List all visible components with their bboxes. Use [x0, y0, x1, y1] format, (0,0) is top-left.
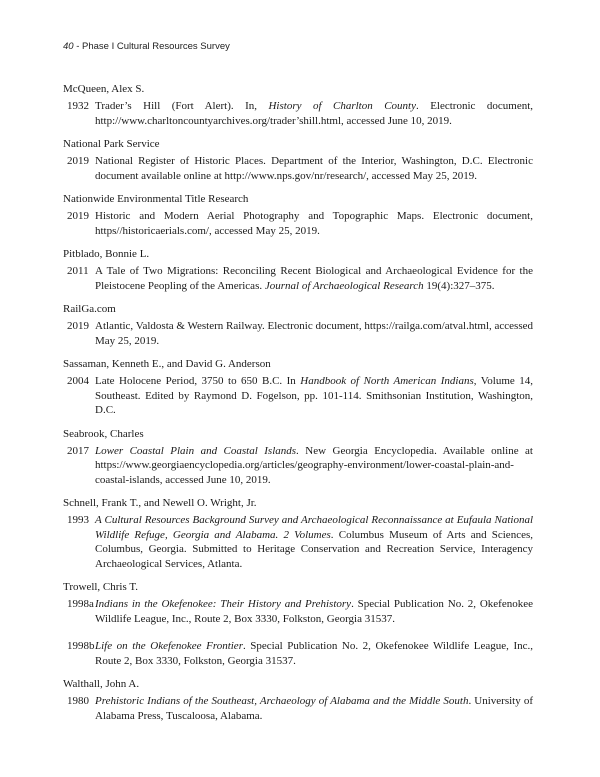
- reference-item: [63, 154, 533, 183]
- citation-text: . Electronic document, http://www.charltoncountyarchives.org/trader’shill.html, accessed June 10, 2019.: [95, 100, 534, 127]
- reference-citation: [95, 639, 533, 668]
- bibliography-entry: [63, 427, 533, 488]
- reference-citation: [95, 694, 533, 723]
- reference-citation: [95, 209, 533, 238]
- bibliography-entry: [63, 496, 533, 571]
- citation-title: History of Charlton County: [268, 100, 416, 112]
- running-header: [63, 41, 230, 52]
- reference-year: 1998a: [67, 598, 94, 610]
- header-separator: -: [73, 41, 83, 52]
- bibliography-list: [63, 82, 533, 732]
- entry-author: Trowell, Chris T.: [63, 581, 138, 593]
- citation-title: Journal of Archaeological Research: [264, 279, 424, 292]
- citation-title: Handbook of North American Indians: [300, 375, 474, 387]
- reference-item: [63, 639, 533, 668]
- entry-author: Seabrook, Charles: [63, 427, 144, 440]
- citation-text: Late Holocene Period, 3750 to 650 B.C. In: [95, 375, 301, 387]
- citation-text: , Volume 14, Southeast. Edited by Raymond D. Fogelson, pp. 101-114. Smithsonian Institution, Washington, D.C.: [95, 375, 533, 416]
- reference-citation: [95, 99, 533, 128]
- reference-item: [63, 374, 533, 418]
- reference-year: 1998b: [67, 640, 95, 652]
- reference-year: 2004: [67, 375, 89, 387]
- reference-citation: [95, 597, 533, 626]
- reference-item: [63, 264, 533, 293]
- citation-title: Life on the Okefenokee Frontier: [95, 640, 243, 652]
- reference-item: [63, 209, 533, 238]
- citation-text: Atlantic, Valdosta & Western Railway. Electronic document, https://railga.com/atval.html, accessed May 25, 2019.: [95, 320, 533, 347]
- reference-year: 1980: [67, 695, 89, 707]
- reference-year: 2017: [67, 444, 89, 457]
- bibliography-entry: [63, 677, 533, 723]
- page-number: 40: [63, 41, 74, 52]
- reference-year: 1932: [67, 100, 89, 112]
- reference-item: [63, 694, 533, 723]
- entry-author: RailGa.com: [63, 303, 116, 315]
- citation-text: . Columbus Museum of Arts and Sciences, Columbus, Georgia. Submitted to Heritage Conservation and Recreation Service, Interagency Archaeological Services, Atlanta.: [95, 528, 533, 570]
- bibliography-entry: [63, 357, 533, 418]
- citation-text: . University of Alabama Press, Tuscaloosa, Alabama.: [95, 695, 533, 722]
- citation-title: Indians in the Okefenokee: Their History and Prehistory: [95, 598, 352, 610]
- citation-text: . New Georgia Encyclopedia. Available online at https://www.georgiaencyclopedia.org/articles/geography-environment/lower-coastal-plain-and-coastal-islands, accessed June 10, 2019.: [95, 444, 533, 486]
- bibliography-entry: [63, 302, 533, 348]
- entry-author: National Park Service: [63, 138, 160, 150]
- reference-item: [63, 319, 533, 348]
- reference-year: 1993: [67, 514, 89, 526]
- citation-title: Prehistoric Indians of the Southeast, Archaeology of Alabama and the Middle South: [95, 695, 469, 707]
- reference-citation: [95, 444, 533, 488]
- reference-item: [63, 513, 533, 571]
- citation-title: Lower Coastal Plain and Coastal Islands: [95, 444, 297, 457]
- reference-citation: [95, 319, 533, 348]
- reference-citation: [95, 513, 533, 571]
- bibliography-entry: [63, 580, 533, 668]
- citation-text: . Special Publication No. 2, Okefenokee Wildlife League, Inc., Route 2, Box 3330, Folkston, Georgia 31537.: [95, 640, 533, 667]
- citation-text: 19(4):327–375.: [423, 279, 495, 292]
- reference-item: [63, 597, 533, 626]
- bibliography-entry: [63, 82, 533, 128]
- bibliography-entry: [63, 192, 533, 238]
- citation-title: A Cultural Resources Background Survey and Archaeological Reconnaissance at Eufaula National Wildlife Refuge, Georgia and Alabama. 2 Volumes: [95, 514, 533, 541]
- entry-author: Walthall, John A.: [63, 678, 140, 690]
- reference-year: 2011: [67, 265, 89, 277]
- bibliography-entry: [63, 247, 533, 293]
- entry-author: Nationwide Environmental Title Research: [63, 193, 249, 205]
- entry-author: Schnell, Frank T., and Newell O. Wright, Jr.: [63, 497, 257, 509]
- entry-author: Sassaman, Kenneth E., and David G. Anderson: [63, 358, 271, 370]
- reference-item: [63, 99, 533, 128]
- reference-year: 2019: [67, 320, 89, 332]
- reference-year: 2019: [67, 210, 89, 222]
- reference-citation: [95, 264, 533, 293]
- reference-year: 2019: [67, 155, 89, 167]
- document-title: Phase I Cultural Resources Survey: [82, 41, 230, 52]
- bibliography-entry: [63, 137, 533, 183]
- citation-text: Historic and Modern Aerial Photography and Topographic Maps. Electronic document, https//historicaerials.com/, accessed May 25, 2019.: [95, 210, 533, 237]
- citation-text: Trader’s Hill (Fort Alert). In,: [95, 100, 269, 112]
- reference-item: [63, 444, 533, 488]
- reference-citation: [95, 154, 533, 183]
- citation-text: National Register of Historic Places. Department of the Interior, Washington, D.C. Electronic document available online at http://www.nps.gov/nr/research/, accessed May 25, 2019.: [95, 155, 533, 182]
- citation-text: . Special Publication No. 2, Okefenokee Wildlife League, Inc., Route 2, Box 3330, Folkston, Georgia 31537.: [95, 598, 533, 625]
- reference-citation: [95, 374, 533, 418]
- entry-author: Pitblado, Bonnie L.: [63, 248, 150, 260]
- citation-text: A Tale of Two Migrations: Reconciling Recent Biological and Archaeological Evidence for the Pleistocene Peopling of the Americas.: [95, 265, 533, 292]
- entry-author: McQueen, Alex S.: [63, 83, 145, 95]
